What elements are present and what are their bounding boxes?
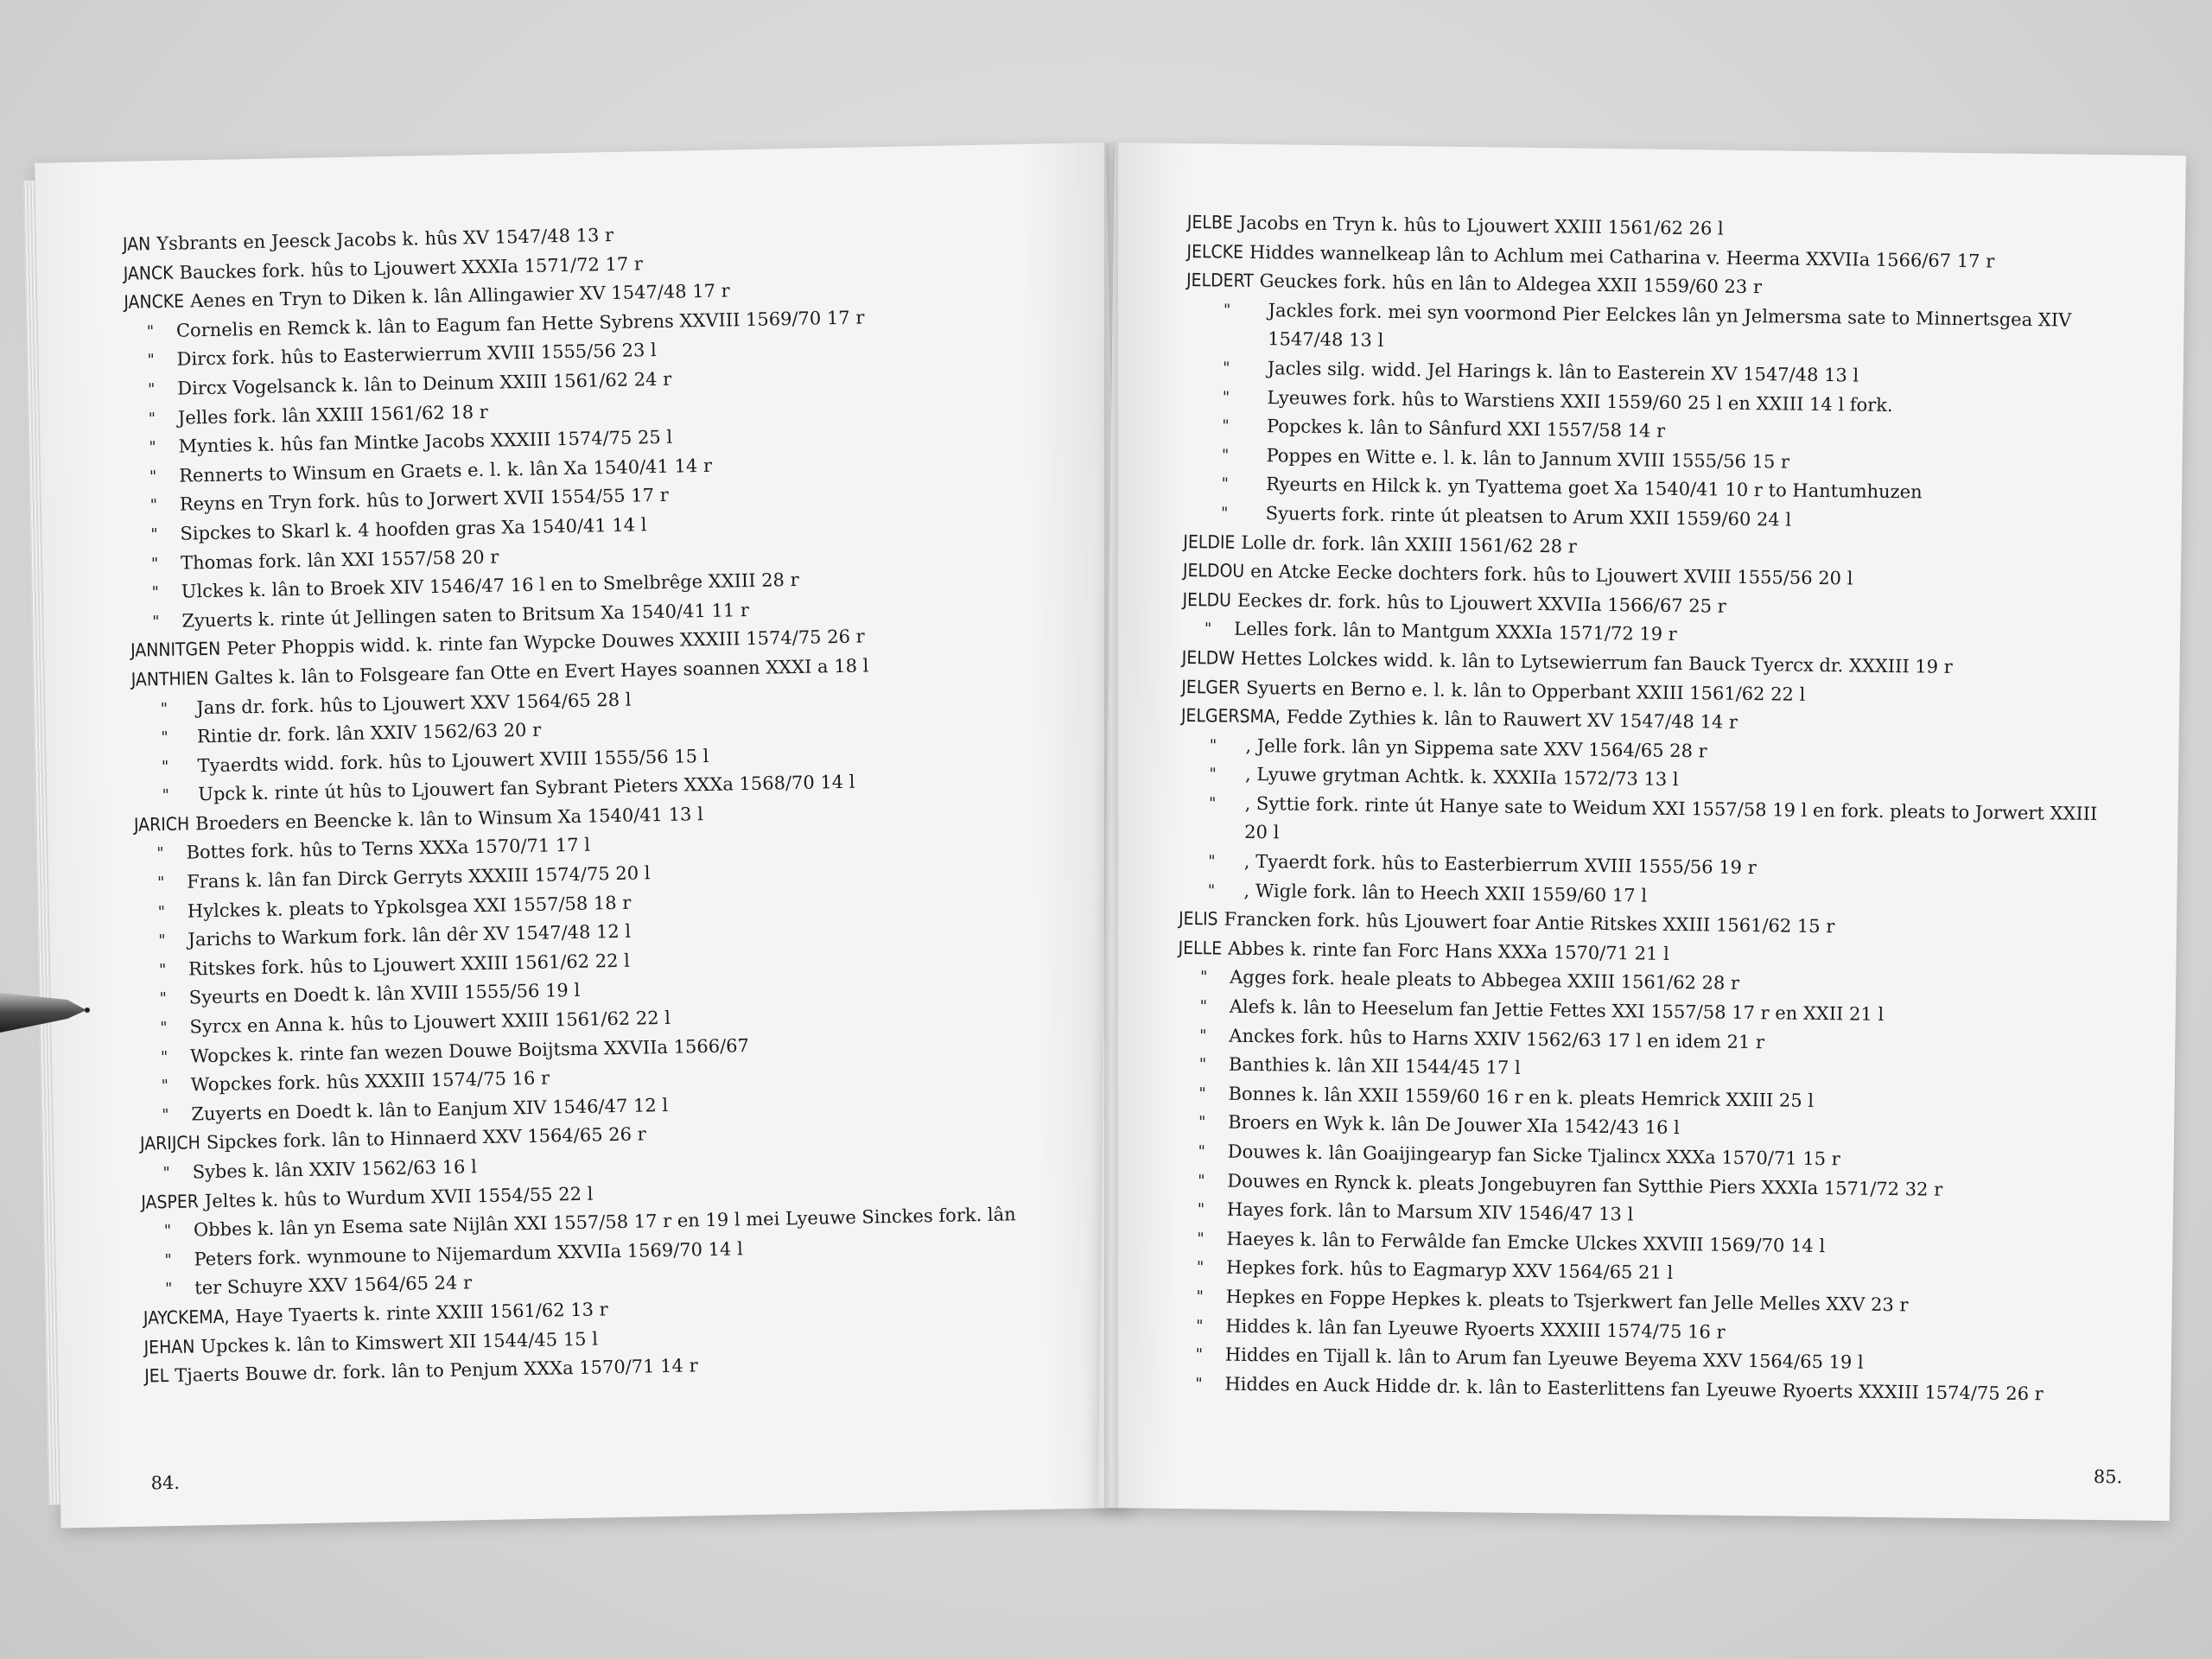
entry-text: Haye Tyaerts k. rinte XXIII 1561/62 13 r [235, 1299, 608, 1327]
entry-headword: JANCK [123, 262, 174, 284]
entry-text: Jeltes k. hûs to Wurdum XVII 1554/55 22 l [204, 1183, 594, 1211]
entry-text: Hiddes wannelkeap lân to Achlum mei Catharina v. Heerma XXVIIa 1566/67 17 r [1249, 241, 1995, 272]
entry-headword: JELGER [1181, 676, 1241, 698]
entry-text: , Jelle fork. lân yn Sippema sate XXV 1564/65 28 r [1245, 734, 1707, 762]
ditto-mark: " [160, 699, 168, 718]
entry-text: Tjaerts Bouwe dr. fork. lân to Penjum XXXa 1570/71 14 r [174, 1355, 698, 1387]
book-gutter [1104, 143, 1118, 1508]
entry-text: Ryeurts en Hilck k. yn Tyattema goet Xa 1540/41 10 r to Hantumhuzen [1266, 474, 1923, 503]
ditto-mark: " [1197, 1230, 1205, 1249]
entry-headword: JANNITGEN [130, 639, 221, 662]
ditto-mark: " [1198, 1142, 1206, 1161]
entry-text: Hiddes en Tijall k. lân to Arum fan Lyeuwe Beyema XXV 1564/65 19 l [1224, 1344, 1864, 1373]
entry-headword: JAN [122, 233, 151, 255]
entry-text: , Lyuwe grytman Achtk. k. XXXIIa 1572/73 13 l [1244, 764, 1679, 791]
ditto-mark: " [1209, 736, 1217, 755]
ditto-mark: " [161, 728, 168, 747]
entry-text: Jans dr. fork. hûs to Ljouwert XXV 1564/65 28 l [196, 689, 632, 718]
entry-text: Syuerts fork. rinte út pleatsen to Arum XXII 1559/60 24 l [1265, 503, 1792, 531]
ditto-mark: " [1196, 1287, 1204, 1306]
ditto-mark: " [149, 467, 157, 486]
entry-text: ter Schuyre XXV 1564/65 24 r [194, 1272, 473, 1299]
ditto-mark: " [1196, 1258, 1205, 1277]
ditto-mark: " [1195, 1345, 1204, 1364]
entry-text: Sipckes to Skarl k. 4 hoofden gras Xa 1540/41 14 l [180, 514, 647, 544]
entry-text: Abbes k. rinte fan Forc Hans XXXa 1570/71 21 l [1227, 938, 1669, 964]
entry-headword: JELDW [1181, 646, 1236, 669]
entry-text: Alefs k. lân to Heeselum fan Jettie Fettes XXI 1557/58 17 r en XXII 21 l [1229, 995, 1885, 1025]
entry-text: Ritskes fork. hûs to Ljouwert XXIII 1561/62 22 l [188, 950, 631, 980]
ditto-mark: " [159, 989, 168, 1008]
entry-headword: JANTHIEN [130, 667, 209, 690]
entry-headword: JEHAN [143, 1336, 195, 1358]
ditto-mark: " [151, 583, 160, 602]
entry-text: Rennerts to Winsum en Graets e. l. k. lân Xa 1540/41 14 r [178, 454, 713, 486]
entry-text: en Atcke Eecke dochters fork. hûs to Ljouwert XVIII 1555/56 20 l [1250, 561, 1853, 589]
entry-text: Sybes k. lân XXIV 1562/63 16 l [192, 1156, 478, 1183]
page-number-left: 84. [150, 1471, 181, 1494]
ditto-mark: " [1199, 1026, 1207, 1046]
entry-headword: JARIJCH [139, 1132, 201, 1155]
entry-text: Aenes en Tryn to Diken k. lân Allingawier XV 1547/48 17 r [189, 280, 730, 312]
entry-text: Lolle dr. fork. lân XXIII 1561/62 28 r [1241, 531, 1577, 557]
ditto-mark: " [1198, 1055, 1207, 1074]
entry-text: Jelles fork. lân XXIII 1561/62 18 r [177, 401, 489, 429]
entry-headword: JELLE [1178, 937, 1223, 959]
entry-text: Anckes fork. hûs to Harns XXIV 1562/63 17 l en idem 21 r [1229, 1025, 1765, 1052]
ditto-mark: " [161, 1077, 169, 1096]
entry-text: Hettes Lolckes widd. k. lân to Lytsewierrum fan Bauck Tyercx dr. XXXIII 19 r [1240, 647, 1953, 677]
entry-headword: JASPER [141, 1190, 200, 1213]
ditto-mark: " [149, 496, 158, 515]
ditto-mark: " [162, 1164, 171, 1183]
entry-text: Douwes k. lân Goaijingearyp fan Sicke Tjalincx XXXa 1570/71 15 r [1227, 1141, 1840, 1170]
ditto-mark: " [147, 351, 155, 370]
entry-text: , Syttie fork. rinte út Hanye sate to Weidum XXI 1557/58 19 l en fork. pleats to Jorwert XXIII 20 l [1244, 792, 2098, 843]
ditto-mark: " [148, 409, 156, 428]
entry-text: Syeurts en Doedt k. lân XVIII 1555/56 19 l [188, 980, 581, 1008]
entry-text: Hepkes en Foppe Hepkes k. pleats to Tsjerkwert fan Jelle Melles XXV 23 r [1225, 1286, 1909, 1316]
entry-text: Rintie dr. fork. lân XXIV 1562/63 20 r [196, 719, 542, 747]
entry-headword: JELDU [1182, 588, 1232, 611]
entry-text: Wopckes k. rinte fan wezen Douwe Boijtsma XXVIIa 1566/67 [189, 1034, 750, 1067]
entry-headword: JARICH [133, 813, 190, 836]
ditto-mark: " [149, 438, 156, 457]
entry-text: Wopckes fork. hûs XXXIII 1574/75 16 r [190, 1067, 550, 1096]
entry-text: Douwes en Rynck k. pleats Jongebuyren fan Sytthie Piers XXXIa 1571/72 32 r [1227, 1170, 1943, 1200]
entry-text: Haeyes k. lân to Ferwâlde fan Emcke Ulckes XXVIII 1569/70 14 l [1226, 1228, 1826, 1256]
entry-text: Sipckes fork. lân to Hinnaerd XXV 1564/65 26 r [206, 1123, 646, 1154]
ditto-mark: " [150, 525, 158, 544]
ditto-mark: " [1197, 1200, 1205, 1219]
entry-text: Dircx Vogelsanck k. lân to Deinum XXIII 1561/62 24 r [177, 368, 672, 399]
entry-text: Upckes k. lân to Kimswert XII 1544/45 15 l [200, 1328, 599, 1357]
ditto-mark: " [150, 554, 159, 573]
entry-text: Cornelis en Remck k. lân to Eagum fan Hette Sybrens XXVIII 1569/70 17 r [175, 307, 865, 341]
ditto-mark: " [164, 1280, 173, 1299]
page-stack-edge [23, 181, 60, 1505]
entry-text: Popckes k. lân to Sânfurd XXI 1557/58 14 r [1266, 416, 1666, 442]
entry-text: Dircx fork. hûs to Easterwierrum XVIII 1555/56 23 l [176, 340, 657, 371]
entry-text: Syrcx en Anna k. hûs to Ljouwert XXIII 1561/62 22 l [189, 1007, 671, 1038]
entry-text: Peter Phoppis widd. k. rinte fan Wypcke Douwes XXXIII 1574/75 26 r [226, 626, 865, 659]
entry-headword: JELDIE [1183, 531, 1236, 553]
ditto-mark: " [161, 757, 169, 776]
entry-text: Galtes k. lân to Folsgeare fan Otte en Evert Hayes soannen XXXI a 18 l [214, 655, 869, 689]
entry-text: Jacobs en Tryn k. hûs to Ljouwert XXIII 1561/62 26 l [1238, 212, 1724, 239]
entry-headword: JELDERT [1185, 270, 1254, 292]
ditto-mark: " [158, 960, 167, 980]
ditto-mark: " [160, 1019, 168, 1038]
ditto-mark: " [164, 1250, 172, 1269]
entry-headword: JELBE [1186, 212, 1233, 233]
ditto-mark: " [156, 874, 165, 893]
ditto-mark: " [1220, 504, 1229, 523]
entry-text: Bonnes k. lân XXII 1559/60 16 r en k. pleats Hemrick XXIII 25 l [1228, 1083, 1815, 1111]
entry-text: Jacles silg. widd. Jel Harings k. lân to Easterein XV 1547/48 13 l [1267, 358, 1859, 386]
entry-text: , Wigle fork. lân to Heech XXII 1559/60 17 l [1243, 880, 1648, 906]
entry-text: Broeders en Beencke k. lân to Winsum Xa 1540/41 13 l [194, 803, 704, 835]
entry-text: Bauckes fork. hûs to Ljouwert XXXIa 1571/72 17 r [179, 252, 644, 283]
ditto-mark: " [162, 1105, 169, 1124]
entry-text: Jarichs to Warkum fork. lân dêr XV 1547/48 12 l [188, 920, 632, 950]
entry-headword: JEL [143, 1365, 169, 1387]
ditto-mark: " [1195, 1374, 1203, 1394]
ditto-mark: " [1221, 446, 1230, 465]
entry-text: Broers en Wyk k. lân De Jouwer XIa 1542/43 16 l [1228, 1112, 1680, 1139]
entry-text: Francken fork. hûs Ljouwert foar Antie Ritskes XXIII 1561/62 15 r [1224, 908, 1835, 938]
ditto-mark: " [1198, 1171, 1205, 1190]
ditto-mark: " [1199, 997, 1208, 1016]
left-entry-list [123, 213, 1078, 1391]
entry-headword: JELGERSMA, [1180, 705, 1281, 728]
entry-text: Eeckes dr. fork. hûs to Ljouwert XXVIIa 1566/67 25 r [1236, 589, 1726, 617]
ditto-mark: " [156, 844, 164, 863]
ditto-mark: " [1208, 852, 1216, 871]
ditto-mark: " [1222, 416, 1230, 435]
entry-text: Peters fork. wynmoune to Nijemardum XXVIIa 1569/70 14 l [194, 1238, 744, 1270]
entry-text: Hayes fork. lân to Marsum XIV 1546/47 13 l [1226, 1198, 1634, 1225]
pen-tip-icon [0, 981, 95, 1033]
ditto-mark: " [1208, 794, 1217, 813]
entry-text: Zyuerts k. rinte út Jellingen saten to Britsum Xa 1540/41 11 r [181, 599, 750, 632]
entry-text: Jackles fork. mei syn voormond Pier Eelckes lân yn Jelmersma sate to Minnertsgea XIV 1547/48 13 l [1268, 299, 2072, 352]
entry-text: Geuckes fork. hûs en lân to Aldegea XXII 1559/60 23 r [1259, 270, 1763, 298]
entry-text: Upck k. rinte út hûs to Ljouwert fan Sybrant Pieters XXXa 1568/70 14 l [198, 771, 855, 805]
entry-text: Obbes k. lân yn Esema sate Nijlân XXI 1557/58 17 r en 19 l mei Lyeuwe Sinckes fork. lân [193, 1204, 1016, 1241]
entry-headword: JAYCKEMA, [143, 1306, 230, 1329]
entry-headword: JELDOU [1182, 560, 1245, 582]
entry-text: Hepkes fork. hûs to Eagmaryp XXV 1564/65 21 l [1225, 1257, 1674, 1284]
entry-text: Ulckes k. lân to Broek XIV 1546/47 16 l en to Smelbrêge XXIII 28 r [181, 569, 799, 602]
ditto-mark: " [152, 612, 160, 632]
ditto-mark: " [1207, 881, 1216, 900]
entry-text: Poppes en Witte e. l. k. lân to Jannum XVIII 1555/56 15 r [1266, 444, 1790, 473]
ditto-mark: " [160, 1047, 168, 1066]
entry-text: Ysbrants en Jeesck Jacobs k. hûs XV 1547/48 13 r [156, 224, 614, 255]
left-page [35, 143, 1132, 1529]
entry-headword: JELIS [1178, 908, 1218, 930]
ditto-mark: " [1209, 765, 1217, 784]
entry-text: Lelles fork. lân to Mantgum XXXIa 1571/72 19 r [1233, 619, 1677, 645]
entry-text: Hylckes k. pleats to Ypkolsgea XXI 1557/58 18 r [187, 892, 632, 922]
open-book [35, 143, 2186, 1508]
page-number-right: 85. [2093, 1465, 2123, 1488]
ditto-mark: " [147, 380, 156, 399]
right-entry-list [1173, 208, 2133, 1410]
entry-text: Tyaerdts widd. fork. hûs to Ljouwert XVIII 1555/56 15 l [197, 745, 709, 777]
entry-text: Reyns en Tryn fork. hûs to Jorwert XVII 1554/55 17 r [179, 485, 669, 516]
ditto-mark: " [1198, 1084, 1206, 1103]
entry-text: Banthies k. lân XII 1544/45 17 l [1228, 1053, 1521, 1079]
ditto-mark: " [146, 321, 155, 341]
entry-text: Fedde Zythies k. lân to Rauwert XV 1547/48 14 r [1286, 706, 1738, 733]
ditto-mark: " [1199, 968, 1208, 987]
entry-headword: JELCKE [1186, 240, 1244, 263]
entry-text: Agges fork. heale pleats to Abbegea XXIII 1561/62 28 r [1230, 967, 1740, 995]
entry-text: Hiddes en Auck Hidde dr. k. lân to Easterlittens fan Lyeuwe Ryoerts XXXIII 1574/75 26 r [1224, 1373, 2044, 1404]
entry-text: Syuerts en Berno e. l. k. lân to Opperbant XXIII 1561/62 22 l [1245, 677, 1806, 705]
ditto-mark: " [157, 902, 166, 921]
ditto-mark: " [1222, 388, 1230, 407]
ditto-mark: " [1223, 301, 1231, 320]
entry-text: Hiddes k. lân fan Lyeuwe Ryoerts XXXIII 1574/75 16 r [1225, 1315, 1726, 1343]
ditto-mark: " [163, 1222, 172, 1241]
entry-text: Mynties k. hûs fan Mintke Jacobs XXXIII 1574/75 25 l [178, 426, 673, 457]
ditto-mark: " [1198, 1113, 1206, 1132]
ditto-mark: " [1204, 620, 1212, 639]
entry-text: Bottes fork. hûs to Terns XXXa 1570/71 17 l [186, 835, 591, 864]
ditto-mark: " [158, 931, 166, 950]
entry-headword: JANCKE [124, 290, 185, 314]
entry-text: , Tyaerdt fork. hûs to Easterbierrum XVIII 1555/56 19 r [1243, 850, 1757, 879]
entry-text: Frans k. lân fan Dirck Gerryts XXXIII 1574/75 20 l [186, 862, 651, 893]
ditto-mark: " [1196, 1316, 1204, 1335]
entry-text: Lyeuwes fork. hûs to Warstiens XXII 1559/60 25 l en XXIII 14 l fork. [1267, 386, 1893, 416]
entry-text: Thomas fork. lân XXI 1557/58 20 r [180, 546, 499, 574]
ditto-mark: " [1221, 474, 1229, 493]
ditto-mark: " [1223, 359, 1230, 378]
right-page [1098, 143, 2186, 1521]
ditto-mark: " [162, 786, 170, 805]
entry-text: Zuyerts en Doedt k. lân to Eanjum XIV 1546/47 12 l [191, 1094, 669, 1125]
